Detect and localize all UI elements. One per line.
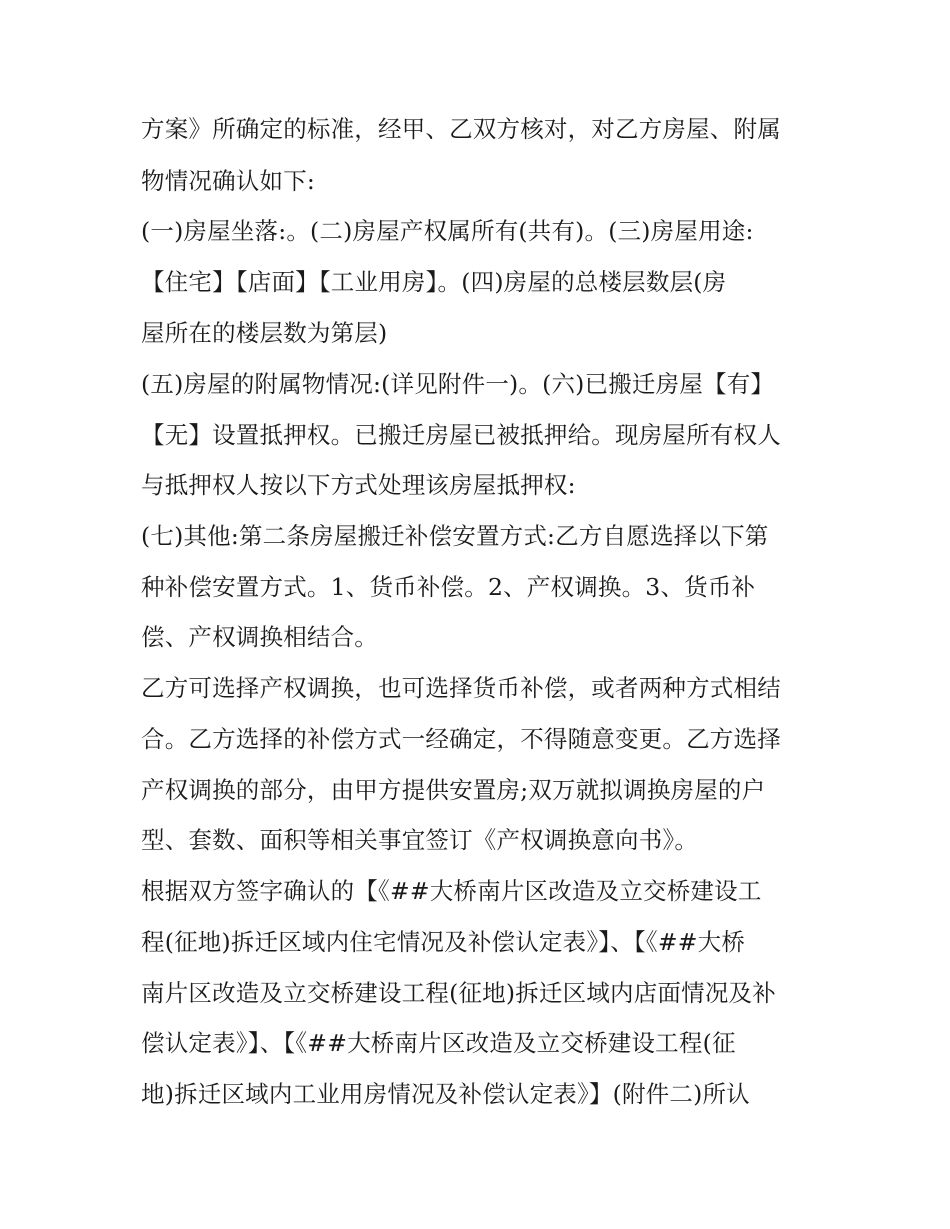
text-line: 与抵押权人按以下方式处理该房屋抵押权: — [141, 471, 576, 499]
text-line: 产权调换的部分，由甲方提供安置房;双万就拟调换房屋的户 — [141, 776, 766, 804]
text-line: 合。乙方选择的补偿方式一经确定，不得随意变更。乙方选择 — [141, 725, 781, 753]
text-line: 偿认定表》】、【《##大桥南片区改造及立交桥建设工程(征 — [141, 1029, 736, 1057]
text-line: 【住宅】【店面】【工业用房】。(四)房屋的总楼层数层(房 — [141, 268, 727, 296]
text-line: (七)其他:第二条房屋搬迁补偿安置方式:乙方自愿选择以下第 — [141, 522, 769, 550]
text-line: 物情况确认如下: — [141, 167, 316, 195]
text-line: 乙方可选择产权调换，也可选择货币补偿，或者两种方式相结 — [141, 674, 781, 702]
text-line: 偿、产权调换相结合。 — [141, 623, 378, 651]
text-line: (一)房屋坐落:。(二)房屋产权属所有(共有)。(三)房屋用途: — [141, 217, 754, 245]
text-line: 【无】设置抵押权。已搬迁房屋已被抵押给。现房屋所有权人 — [141, 421, 781, 449]
text-line: (五)房屋的附属物情况:(详见附件一)。(六)已搬迁房屋【有】 — [141, 370, 775, 398]
text-line: 方案》所确定的标准，经甲、乙双方核对，对乙方房屋、附属 — [141, 115, 781, 143]
text-line: 屋所在的楼层数为第层) — [141, 319, 388, 347]
text-line: 南片区改造及立交桥建设工程(征地)拆迁区域内店面情况及补 — [141, 979, 776, 1007]
text-line: 型、套数、面积等相关事宜签订《产权调换意向书》。 — [141, 826, 699, 854]
text-line: 程(征地)拆迁区域内住宅情况及补偿认定表》】、【《##大桥 — [141, 928, 746, 956]
text-line: 根据双方签字确认的【《##大桥南片区改造及立交桥建设工 — [141, 877, 762, 905]
text-line: 种补偿安置方式。1、货币补偿。2、产权调换。3、货币补 — [141, 573, 756, 601]
text-line: 地)拆迁区域内工业用房情况及补偿认定表》】(附件二)所认 — [141, 1080, 750, 1108]
